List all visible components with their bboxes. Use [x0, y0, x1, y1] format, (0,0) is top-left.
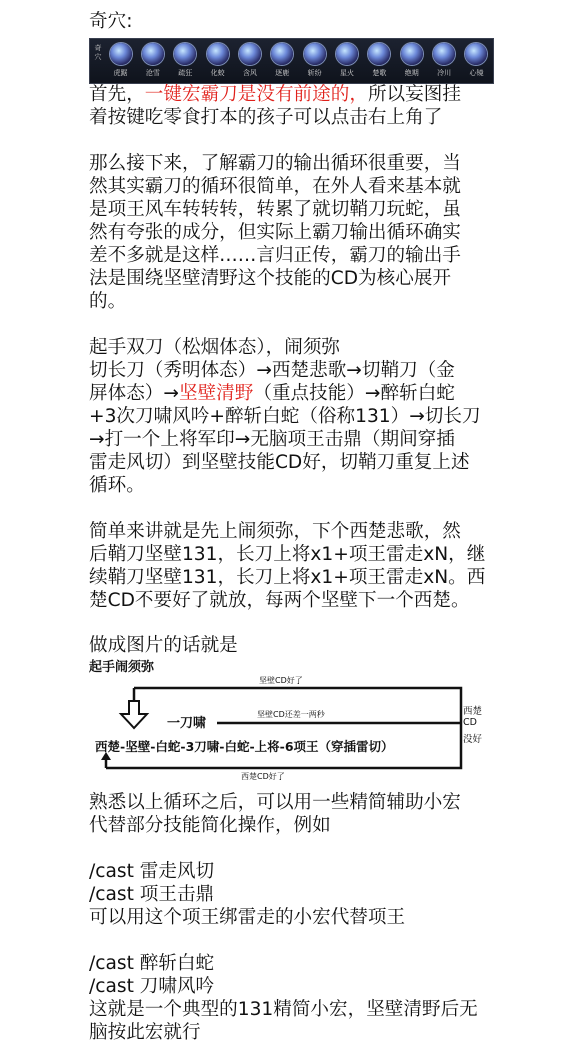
talent-skill: [462, 41, 491, 81]
skill-icon: [207, 43, 229, 65]
talent-skill: [430, 41, 459, 81]
diagram-note: 坚壁CD好了: [259, 676, 303, 685]
paragraph-line: 熟悉以上循环之后，可以用一些精简辅助小宏: [89, 792, 461, 813]
text-segment: 屏体态）→: [89, 383, 179, 404]
talent-heading: 奇穴:: [89, 11, 133, 32]
skill-icon: [271, 43, 293, 65]
talent-skill: [365, 41, 394, 81]
paragraph-line: 切长刀（秀明体态）→西楚悲歌→切鞘刀（金: [89, 360, 455, 381]
skill-icon: [142, 43, 164, 65]
diagram-note: 坚壁CD还差一两秒: [257, 710, 325, 719]
skillbar-side-label: 奇穴: [94, 44, 102, 61]
skill-icon: [110, 43, 132, 65]
paragraph-line: 做成图片的话就是: [89, 635, 238, 656]
diagram-title: 起手闹须弥: [89, 660, 155, 675]
highlight-text: 一键宏霸刀是没有前途的，: [144, 84, 368, 105]
talent-skill: [235, 41, 264, 81]
skill-icon: [174, 43, 196, 65]
skill-label: 绝期: [404, 69, 419, 77]
loop-line: [106, 688, 461, 768]
paragraph-line: [89, 83, 461, 106]
paragraph-line: 然其实霸刀的循环很简单，在外人看来基本就: [89, 176, 461, 197]
paragraph-line: →打一个上将军印→无脑项王击鼎（期间穿插: [89, 429, 455, 450]
talent-skill: [300, 41, 329, 81]
talent-skill-bar: [89, 38, 494, 84]
macro-line: /cast 醉斩白蛇: [89, 953, 215, 974]
paragraph-line: 起手双刀（松烟体态），闹须弥: [89, 337, 341, 358]
skill-label: 心镜: [469, 69, 484, 77]
talent-skill: [203, 41, 232, 81]
paragraph-line: 雷走风切）到坚壁技能CD好，切鞘刀重复上述: [89, 452, 470, 473]
paragraph-line: 差不多就是这样……言归正传，霸刀的输出手: [89, 245, 461, 266]
skill-label: 沧雪: [145, 69, 160, 77]
skill-label: 虎踞: [113, 69, 128, 77]
skill-icon: [401, 43, 423, 65]
talent-skill: [138, 41, 167, 81]
paragraph-line: 着按键吃零食打本的孩子可以点击右上角了: [89, 107, 443, 128]
paragraph-line: 那么接下来，了解霸刀的输出循环很重要，当: [89, 153, 461, 174]
down-arrow: [121, 701, 147, 728]
skill-label: 斩纷: [307, 69, 322, 77]
macro-line: /cast 项王击鼎: [89, 884, 215, 905]
diagram-note: 西楚CD好了: [241, 772, 285, 781]
paragraph-line: 简单来讲就是先上闹须弥，下个西楚悲歌，然: [89, 521, 461, 542]
talent-skill: [106, 41, 135, 81]
skill-label: 逐鹿: [275, 69, 290, 77]
diagram-rotation: 西楚-坚壁-白蛇-3刀啸-白蛇-上将-6项王（穿插雷切）: [95, 739, 394, 754]
paragraph-line: 脑按此宏就行: [89, 1022, 201, 1043]
text-segment: 首先，: [89, 84, 145, 105]
diagram-side-label: CD: [463, 717, 477, 728]
talent-skill: [171, 41, 200, 81]
diagram-side-label: 西楚: [463, 706, 483, 717]
paragraph-line: [89, 382, 455, 405]
text-segment: 所以妄图挂: [367, 84, 461, 105]
skill-icon: [433, 43, 455, 65]
skill-label: 星火: [340, 69, 355, 77]
talent-skill: [397, 41, 426, 81]
macro-line: /cast 刀啸风吟: [89, 976, 215, 997]
highlight-text: 坚壁清野: [178, 383, 254, 404]
skill-icon: [368, 43, 390, 65]
paragraph-line: 后鞘刀坚壁131，长刀上将x1+项王雷走xN，继: [89, 544, 486, 565]
skill-label: 化蛟: [210, 69, 225, 77]
skill-label: 含风: [242, 69, 257, 77]
paragraph-line: 续鞘刀坚壁131，长刀上将x1+项王雷走xN。西: [89, 567, 486, 588]
skill-icon: [304, 43, 326, 65]
skill-label: 疏狂: [178, 69, 193, 77]
text-segment: （重点技能）→醉斩白蛇: [253, 383, 455, 404]
diagram-side-label: 没好: [463, 734, 483, 745]
paragraph-line: 是项王风车转转转，转累了就切鞘刀玩蛇，虽: [89, 199, 461, 220]
skill-icon: [465, 43, 487, 65]
paragraph-line: 楚CD不要好了就放，每两个坚壁下一个西楚。: [89, 590, 470, 611]
skill-icon: [239, 43, 261, 65]
talent-skill: [333, 41, 362, 81]
paragraph-line: 循环。: [89, 475, 145, 496]
paragraph-line: 的。: [89, 291, 127, 312]
talent-skill: [268, 41, 297, 81]
skill-label: 楚歌: [372, 69, 387, 77]
paragraph-line: +3次刀啸风吟+醉斩白蛇（俗称131）→切长刀: [89, 406, 481, 427]
skill-label: 冷川: [437, 69, 452, 77]
paragraph-line: 法是围绕坚壁清野这个技能的CD为核心展开: [89, 268, 451, 289]
paragraph-line: 这就是一个典型的131精简小宏，坚壁清野后无: [89, 999, 478, 1020]
paragraph-line: 可以用这个项王绑雷走的小宏代替项王: [89, 907, 406, 928]
diagram-knife-label: 一刀啸: [167, 716, 207, 731]
skill-icon: [336, 43, 358, 65]
paragraph-line: 代替部分技能简化操作，例如: [89, 815, 331, 836]
macro-line: /cast 雷走风切: [89, 861, 215, 882]
paragraph-line: 然有夸张的成分，但实际上霸刀输出循环确实: [89, 222, 461, 243]
rotation-diagram: [89, 656, 492, 786]
